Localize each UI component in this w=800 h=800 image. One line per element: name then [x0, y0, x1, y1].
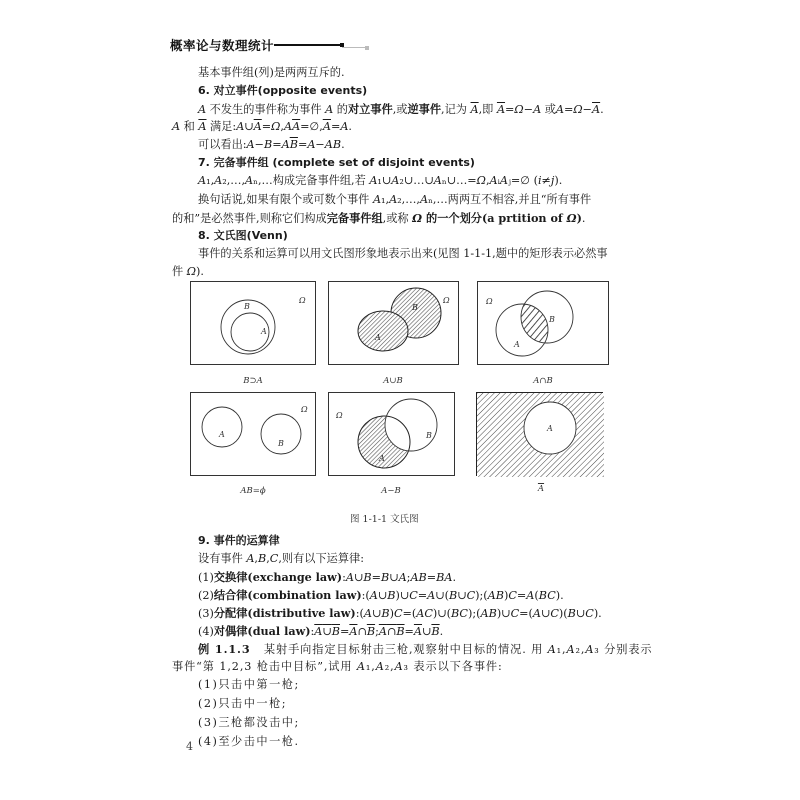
- example-item: (4)至少击中一枪.: [198, 735, 300, 748]
- paragraph-line: A 不发生的事件称为事件 A 的对立事件,或逆事件,记为 $\overline{A}$,即 $\overline{A}=\Omega-A$ 或$A=\Omega-\overline{A}$.: [198, 102, 604, 116]
- venn-caption: B⊃A: [243, 376, 263, 386]
- law-exchange: (1)交换律(exchange law):A∪B=B∪A;AB=BA.: [198, 570, 456, 584]
- law-dual: (4)对偶律(dual $law):A\cup B=\overline{A}\cap\overline{B};A\cap B=\overline{A}\cup\overline{B}$.: [198, 624, 444, 638]
- svg-text:A: A: [261, 327, 267, 336]
- section-heading-9: 9. 事件的运算律: [198, 534, 280, 547]
- paragraph-line: 换句话说,如果有限个或可数个事件 A₁,A₂,…,Aₙ,…两两互不相容,并且“所有事件: [198, 193, 592, 206]
- header-rule-dot: [340, 43, 344, 47]
- venn-caption: AB=ϕ: [240, 486, 266, 496]
- paragraph-line: 设有事件 A,B,C,则有以下运算律:: [198, 552, 364, 565]
- svg-text:B: B: [426, 431, 432, 440]
- section-heading-8: 8. 文氏图(Venn): [198, 229, 288, 242]
- svg-text:A: A: [375, 333, 381, 342]
- venn-panel-difference: [328, 392, 455, 476]
- venn-panel-complement: [476, 392, 603, 476]
- running-head-title: 概率论与数理统计: [170, 38, 275, 53]
- svg-text:A: A: [514, 340, 520, 349]
- example-1-1-3: 例 1.1.3 某射手向指定目标射击三枪,观察射中目标的情况. 用 A₁,A₂,A₃ 分别表示: [198, 642, 653, 656]
- venn-caption: A∩B: [533, 376, 553, 386]
- venn-caption: A∪B: [383, 376, 403, 386]
- venn-caption: $\overline{A}$: [537, 484, 545, 494]
- section-heading-7: 7. 完备事件组 (complete set of disjoint events): [198, 156, 475, 169]
- header-rule: [274, 44, 342, 46]
- svg-text:A: A: [547, 424, 553, 433]
- law-distributive: (3)分配律(distributive law):(A∪B)C=(AC)∪(BC);(AB)∪C=(A∪C)(B∪C).: [198, 606, 602, 620]
- example-item: (2)只击中一枪;: [198, 697, 288, 710]
- section-heading-6: 6. 对立事件(opposite events): [198, 84, 368, 97]
- svg-text:Ω: Ω: [486, 297, 493, 306]
- paragraph-line: 基本事件组(列)是两两互斥的.: [198, 66, 345, 79]
- paragraph-line: A₁,A₂,…,Aₙ,…构成完备事件组,若 A₁∪A₂∪…∪Aₙ∪…=Ω,AᵢAⱼ=∅ (i≠j).: [198, 174, 563, 187]
- paragraph-line: 可以看出$:A-B=A\overline{B}=A-AB$.: [198, 138, 345, 151]
- paragraph-line: 件 Ω).: [172, 265, 204, 278]
- example-item: (1)只击中第一枪;: [198, 678, 300, 691]
- page-number: 4: [186, 740, 193, 753]
- paragraph-line: 事件“第 1,2,3 枪击中目标”,试用 A₁,A₂,A₃ 表示以下各事件:: [172, 660, 503, 673]
- venn-panel-union: [328, 281, 459, 365]
- venn-panel-intersection: [477, 281, 609, 365]
- svg-text:A: A: [379, 454, 385, 463]
- svg-text:B: B: [549, 315, 555, 324]
- venn-panel-b-contains-a: [190, 281, 316, 365]
- example-item: (3)三枪都没击中;: [198, 716, 300, 729]
- svg-text:Ω: Ω: [443, 296, 450, 305]
- header-rule-dot-gray: [365, 46, 369, 50]
- svg-text:B: B: [244, 302, 250, 311]
- svg-text:Ω: Ω: [299, 296, 306, 305]
- svg-text:B: B: [278, 439, 284, 448]
- figure-caption: 图 1-1-1 文氏图: [350, 514, 419, 525]
- svg-text:Ω: Ω: [301, 405, 308, 414]
- svg-text:A: A: [219, 430, 225, 439]
- svg-text:B: B: [412, 303, 418, 312]
- venn-caption: A−B: [381, 486, 401, 496]
- law-combination: (2)结合律(combination law):(A∪B)∪C=A∪(B∪C);(AB)C=A(BC).: [198, 588, 564, 602]
- svg-text:Ω: Ω: [336, 411, 343, 420]
- paragraph-line: A 和 $\overline{A}$ 满足$:A\cup\overline{A}=\Omega,A\overline{A}=\emptyset,A=A$.: [172, 120, 352, 133]
- paragraph-line: 的和”是必然事件,则称它们构成完备事件组,或称 Ω 的一个划分(a prtition of Ω).: [172, 211, 586, 225]
- venn-panel-disjoint: [190, 392, 316, 476]
- paragraph-line: 事件的关系和运算可以用文氏图形象地表示出来(见图 1-1-1,题中的矩形表示必然事: [198, 247, 608, 260]
